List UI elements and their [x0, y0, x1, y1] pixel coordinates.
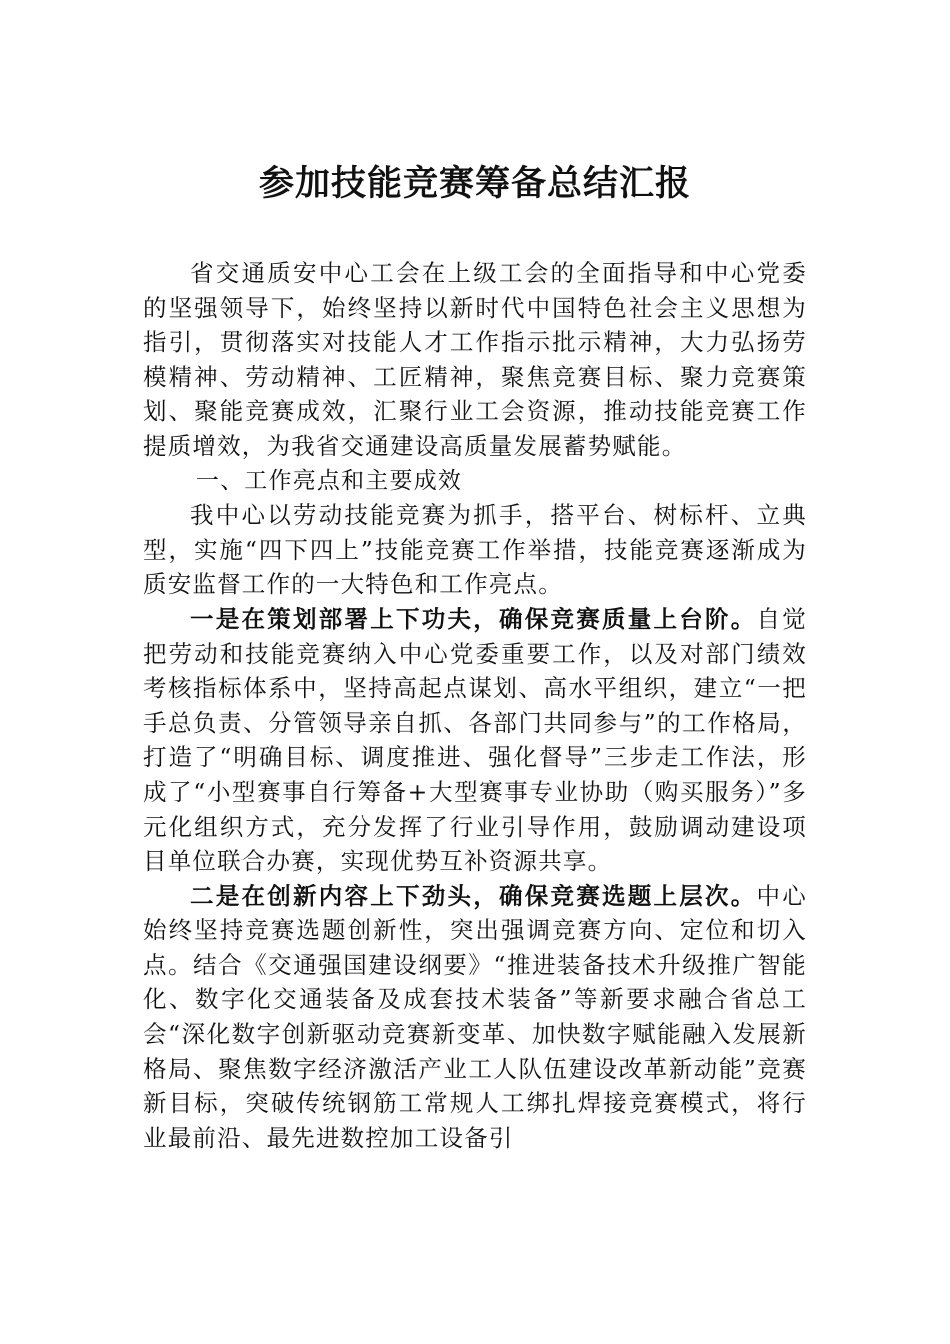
section-intro-paragraph: 我中心以劳动技能竞赛为抓手，搭平台、树标杆、立典型，实施“四下四上”技能竞赛工作举措，技能竞赛逐渐成为质安监督工作的一大特色和工作亮点。	[143, 501, 807, 599]
intro-paragraph: 省交通质安中心工会在上级工会的全面指导和中心党委的坚强领导下，始终坚持以新时代中国特色社会主义思想为指引，贯彻落实对技能人才工作指示批示精神，大力弘扬劳模精神、劳动精神、工匠精神，聚焦竞赛目标、聚力竞赛策划、聚能竞赛成效，汇聚行业工会资源，推动技能竞赛工作提质增效，为我省交通建设高质量发展蓄势赋能。	[143, 259, 807, 460]
point-one-lead: 一是在策划部署上下功夫，确保竞赛质量上台阶。	[190, 604, 757, 633]
section-heading: 一、工作亮点和主要成效	[195, 467, 463, 494]
point-one-paragraph	[143, 602, 807, 879]
point-two-body: 中心始终坚持竞赛选题创新性，突出强调竞赛方向、定位和切入点。结合《交通强国建设纲要》“推进装备技术升级推广智能化、数字化交通装备及成套技术装备”等新要求融合省总工会“深化数字创新驱动竞赛新变革、加快数字赋能融入发展新格局、聚焦数字经济激活产业工人队伍建设改革新动能”竞赛新目标，突破传统钢筋工常规人工绑扎焊接竞赛模式，将行业最前沿、最先进数控加工设备引	[143, 881, 807, 1152]
document-body	[143, 256, 807, 1155]
document-title: 参加技能竞赛筹备总结汇报	[258, 163, 691, 204]
point-two-lead: 二是在创新内容上下劲头，确保竞赛选题上层次。	[190, 881, 757, 910]
point-two-paragraph	[143, 879, 807, 1156]
point-one-body: 自觉把劳动和技能竞赛纳入中心党委重要工作，以及对部门绩效考核指标体系中，坚持高起点谋划、高水平组织，建立“一把手总负责、分管领导亲自抓、各部门共同参与”的工作格局，打造了“明确目标、调度推进、强化督导”三步走工作法，形成了“小型赛事自行筹备+大型赛事专业协助（购买服务）”多元化组织方式，充分发挥了行业引导作用，鼓励调动建设项目单位联合办赛，实现优势互补资源共享。	[143, 604, 807, 876]
